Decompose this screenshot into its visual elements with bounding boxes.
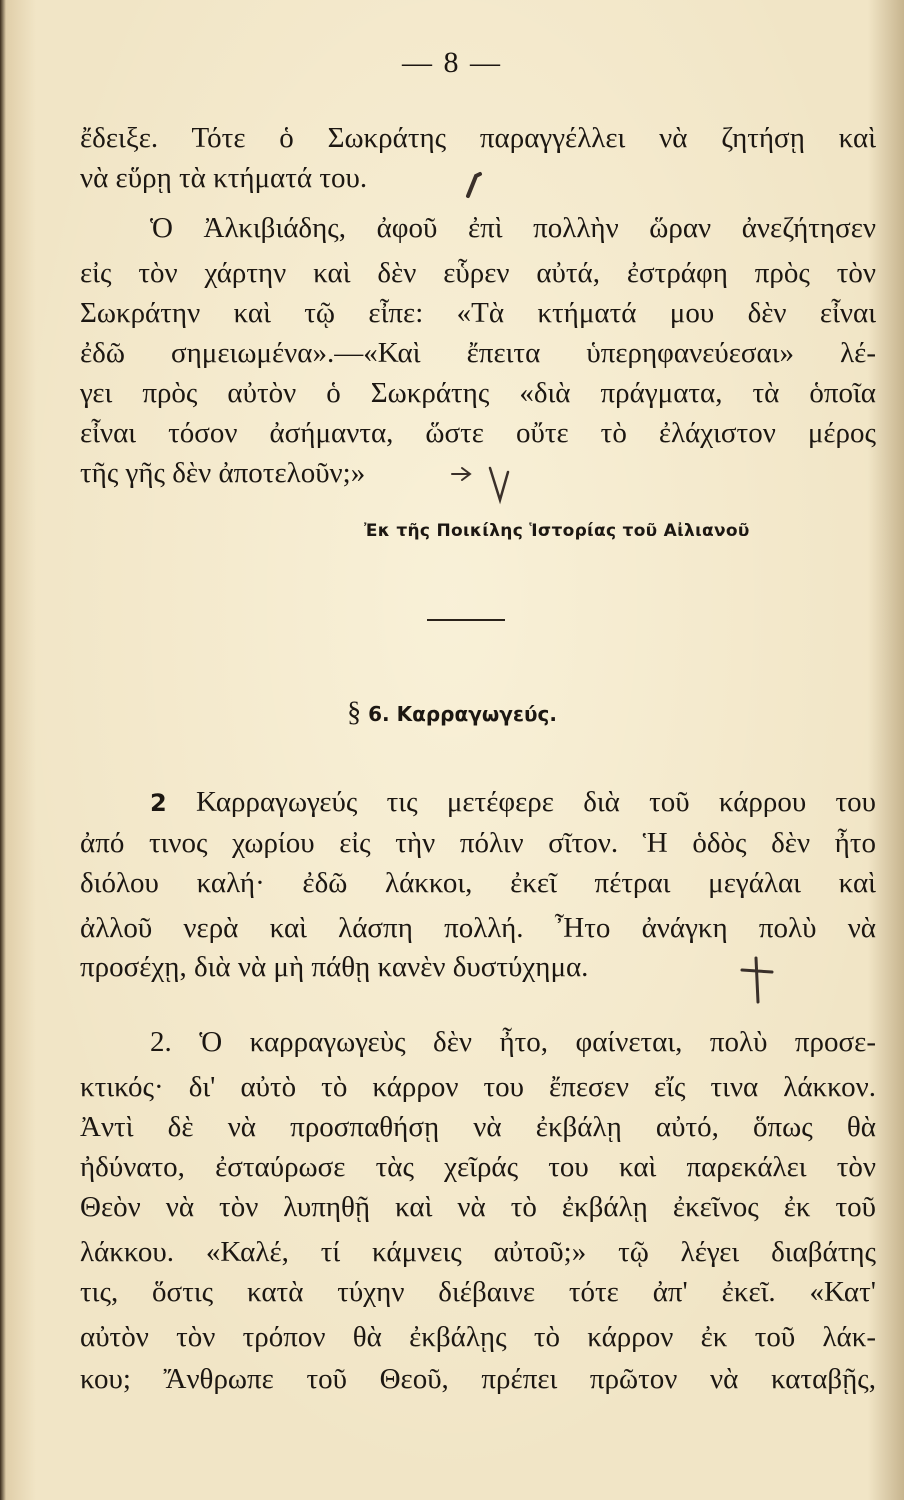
text-line: Σωκράτην καὶ τῷ εἶπε: «Τὰ κτήματά μου δὲν εἶναι <box>80 297 876 329</box>
page-number: — 8 — <box>402 46 502 79</box>
text-line: λάκκου. «Καλέ, τί κάμνεις αὐτοῦ;» τῷ λέγει διαβάτης <box>80 1236 876 1268</box>
text-line: Θεὸν νὰ τὸν λυπηθῇ καὶ νὰ τὸ ἐκβάλῃ ἐκεῖνος ἐκ τοῦ <box>80 1191 876 1223</box>
paragraph-first-line <box>150 785 876 820</box>
text-line: Ὁ καρραγωγεὺς δὲν ἦτο, φαίνεται, πολὺ προσε- <box>199 1026 876 1058</box>
section-symbol: § <box>347 697 362 728</box>
text-line: προσέχῃ, διὰ νὰ μὴ πάθῃ κανὲν δυστύχημα. <box>80 951 589 983</box>
text-line: ἔδειξε. Τότε ὁ Σωκράτης παραγγέλλει νὰ ζητήσῃ καὶ <box>80 122 876 154</box>
section-title: Καρραγωγεύς. <box>396 702 557 726</box>
text-line: ἀπό τινος χωρίου εἰς τὴν πόλιν σῖτον. Ἡ ὁδὸς δὲν ἦτο <box>80 827 876 859</box>
text-line: ἀλλοῦ νερὰ καὶ λάσπη πολλή. Ἦτο ἀνάγκη πολὺ νὰ <box>80 912 876 944</box>
text-line: Ἀντὶ δὲ νὰ προσπαθήσῃ νὰ ἐκβάλῃ αὐτό, ὅπως θὰ <box>80 1111 876 1143</box>
text-line: κτικός· δι' αὐτὸ τὸ κάρρον του ἔπεσεν εἴς τινα λάκκον. <box>80 1071 876 1103</box>
text-line: νὰ εὕρῃ τὰ κτήματά του. <box>80 162 368 194</box>
text-line: τῆς γῆς δὲν ἀποτελοῦν;» <box>80 457 366 489</box>
text-line: Καρραγωγεύς τις μετέφερε διὰ τοῦ κάρρου του <box>195 786 876 818</box>
text-line: ἠδύνατο, ἐσταύρωσε τὰς χεῖράς του καὶ παρεκάλει τὸν <box>80 1151 876 1183</box>
text-line: εἶναι τόσον ἀσήμαντα, ὥστε οὔτε τὸ ἐλάχιστον μέρος <box>80 417 876 449</box>
section-number: 6. <box>368 702 390 726</box>
text-line: ἐδῶ σημειωμένα».—«Καὶ ἔπειτα ὑπερηφανεύεσαι» λέ- <box>80 337 876 369</box>
text-line: τις, ὅστις κατὰ τύχην διέβαινε τότε ἀπ' ἐκεῖ. «Κατ' <box>80 1276 876 1308</box>
text-line: εἰς τὸν χάρτην καὶ δὲν εὗρεν αὐτά, ἐστράφη πρὸς τὸν <box>80 257 876 289</box>
paragraph-first-line <box>150 1025 876 1059</box>
text-line: διόλου καλή· ἐδῶ λάκκοι, ἐκεῖ πέτραι μεγάλαι καὶ <box>80 867 876 899</box>
section-divider <box>427 619 505 621</box>
paragraph-number: 2. <box>150 1026 172 1058</box>
text-line: αὐτὸν τὸν τρόπον θὰ ἐκβάλῃς τὸ κάρρον ἐκ τοῦ λάκ- <box>80 1321 876 1353</box>
text-line: γει πρὸς αὐτὸν ὁ Σωκράτης «διὰ πράγματα, τὰ ὁποῖα <box>80 377 876 409</box>
page-edge-shadow <box>0 0 6 1500</box>
source-attribution: Ἐκ τῆς Ποικίλης Ἱστορίας τοῦ Αἰλιανοῦ <box>364 521 750 541</box>
text-line: Ὁ Ἀλκιβιάδης, ἀφοῦ ἐπὶ πολλὴν ὥραν ἀνεζήτησεν <box>150 212 876 244</box>
paragraph-number: 2 <box>150 789 167 817</box>
text-line: κου; Ἄνθρωπε τοῦ Θεοῦ, πρέπει πρῶτον νὰ καταβῇς, <box>80 1363 876 1395</box>
section-heading <box>0 697 904 729</box>
